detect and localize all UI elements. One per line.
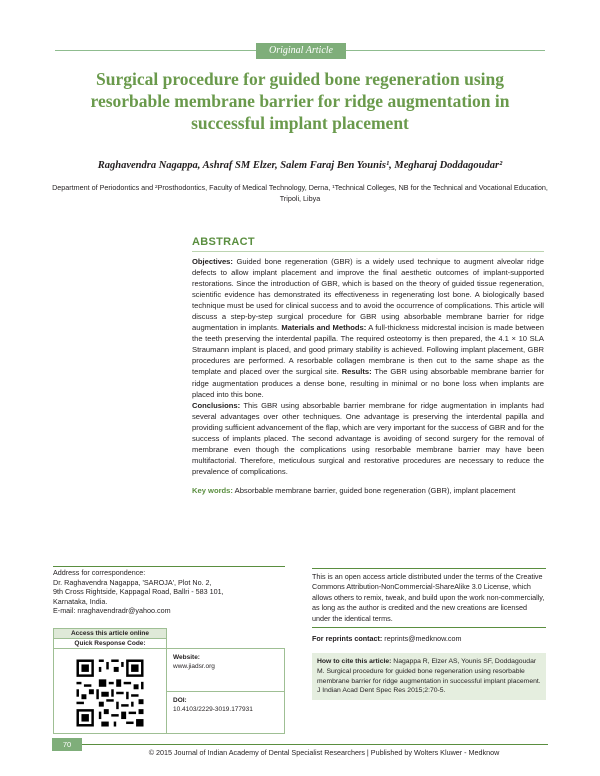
access-heading: Access this article online [54, 629, 166, 639]
article-type-badge: Original Article [256, 43, 346, 59]
correspondence-rule [53, 566, 285, 567]
abstract-body [192, 256, 544, 477]
methods-text: A full-thickness midcrestal incision is made between the teeth preserving the interdental papilla. The required osteotomy is then prepared, the 4.1 × 10 SLA Straumann implant is placed, and good primary stability is achieved. Following implant placement, GBR procedures are performed. A resorbable collagen membrane is then cut to the same shape as the template and placed over the surgical site. [192, 323, 544, 377]
objectives-label: Objectives: [192, 257, 233, 266]
objectives-text: Guided bone regeneration (GBR) is a widely used technique to augment alveolar ridge defects to allow implant placement and improve the final aesthetic outcomes of implant-supported restorations. Since the introduction of GBR, which is based on the theory of guided tissue regeneration, scientific evidence has demonstrated its effectiveness in regenerating lost bone. A biologically based technique must be used for clinical success and to avoid the occurrence of complications. This article will discuss a step-by-step surgical procedure for GBR using absorbable membrane barrier for ridge augmentation in implants. [192, 257, 544, 333]
citation-label: How to cite this article: [317, 658, 392, 666]
abstract-heading: ABSTRACT [192, 236, 544, 252]
citation-text: Nagappa R, Elzer AS, Younis SF, Doddagoudar M. Surgical procedure for guided bone regeneration using resorbable membrane barrier for ridge augmentation in successful implant placement. J Indian Acad Dent Spec Res 2015;2:70-5. [317, 658, 541, 695]
results-label: Results: [341, 367, 372, 377]
reprints-label: For reprints contact: [312, 634, 383, 644]
author-list: Raghavendra Nagappa, Ashraf SM Elzer, Salem Faraj Ben Younis¹, Megharaj Doddagoudar² [97, 160, 503, 171]
correspondence-block [53, 568, 285, 616]
footer-rule [52, 744, 548, 745]
keywords-label: Key words: [192, 485, 233, 495]
conclusions-label: Conclusions: [192, 400, 241, 410]
results-text: The GBR using absorbable membrane barrier for ridge augmentation produces a dense bone, resulting in minimal or no bone loss when implants are placed into this bone. [192, 367, 544, 399]
access-box [53, 628, 167, 734]
methods-label: Materials and Methods: [281, 323, 367, 333]
website-link[interactable]: www.jiadsr.org [173, 663, 215, 670]
reprints [312, 634, 546, 643]
doi-label: DOI: [173, 697, 187, 704]
footer-copyright: © 2015 Journal of Indian Academy of Dental Specialist Researchers | Published by Wolters Kluwer - Medknow [148, 748, 500, 757]
keywords-text: Absorbable membrane barrier, guided bone regeneration (GBR), implant placement [234, 485, 516, 495]
doi-link[interactable]: 10.4103/2229-3019.177931 [173, 706, 253, 713]
keywords [192, 485, 544, 496]
license-text: This is an open access article distributed under the terms of the Creative Commons Attribution-NonCommercial-ShareAlike 3.0 License, which allows others to remix, tweak, and build upon the work non-commercially, as long as the author is credited and the new creations are licensed under the identical terms. [312, 568, 546, 628]
reprints-email[interactable]: reprints@medknow.com [384, 634, 462, 644]
abstract-section [192, 236, 544, 496]
qr-code-wrap [54, 649, 166, 742]
correspondence-line: 9th Cross Rightside, Kappagal Road, Ballri - 583 101, [53, 587, 224, 597]
page-number: 70 [52, 738, 82, 751]
correspondence-line: Dr. Raghavendra Nagappa, 'SAROJA', Plot No. 2, [53, 577, 212, 587]
affiliation: Department of Periodontics and ²Prosthodontics, Faculty of Medical Technology, Derna, ¹Technical Colleges, NB for the Technical and Vocational Education, Tripoli, Libya [52, 183, 548, 203]
qr-label: Quick Response Code: [54, 639, 166, 649]
qr-code-icon[interactable] [74, 657, 146, 729]
website-row [167, 649, 284, 692]
conclusions-text: This GBR using absorbable barrier membrane for ridge augmentation in implants had several advantages over other techniques. One advantage is preserving the interdental papilla and providing sufficient advancement of the flap, which are very important for the success of GBR and for the success of implants placed. The second advantage is avoiding of second surgery for the removal of membrane even though the complications using resorbable membrane barrier may have been multifactorial. Therefore, meticulous surgical and restorative procedures are necessary to reduce the prevalence of complications. [192, 400, 544, 476]
correspondence-line: Karnataka, India. [53, 596, 108, 606]
doi-row [167, 692, 284, 735]
correspondence-email[interactable]: E-mail: nraghavendradr@yahoo.com [53, 606, 171, 616]
citation-box [312, 653, 546, 700]
article-title: Surgical procedure for guided bone regeneration using resorbable membrane barrier for ridge augmentation in successful implant placement [90, 69, 510, 133]
license-column [312, 568, 546, 700]
access-info-box [167, 648, 285, 734]
website-label: Website: [173, 654, 200, 661]
correspondence-heading: Address for correspondence: [53, 568, 146, 577]
